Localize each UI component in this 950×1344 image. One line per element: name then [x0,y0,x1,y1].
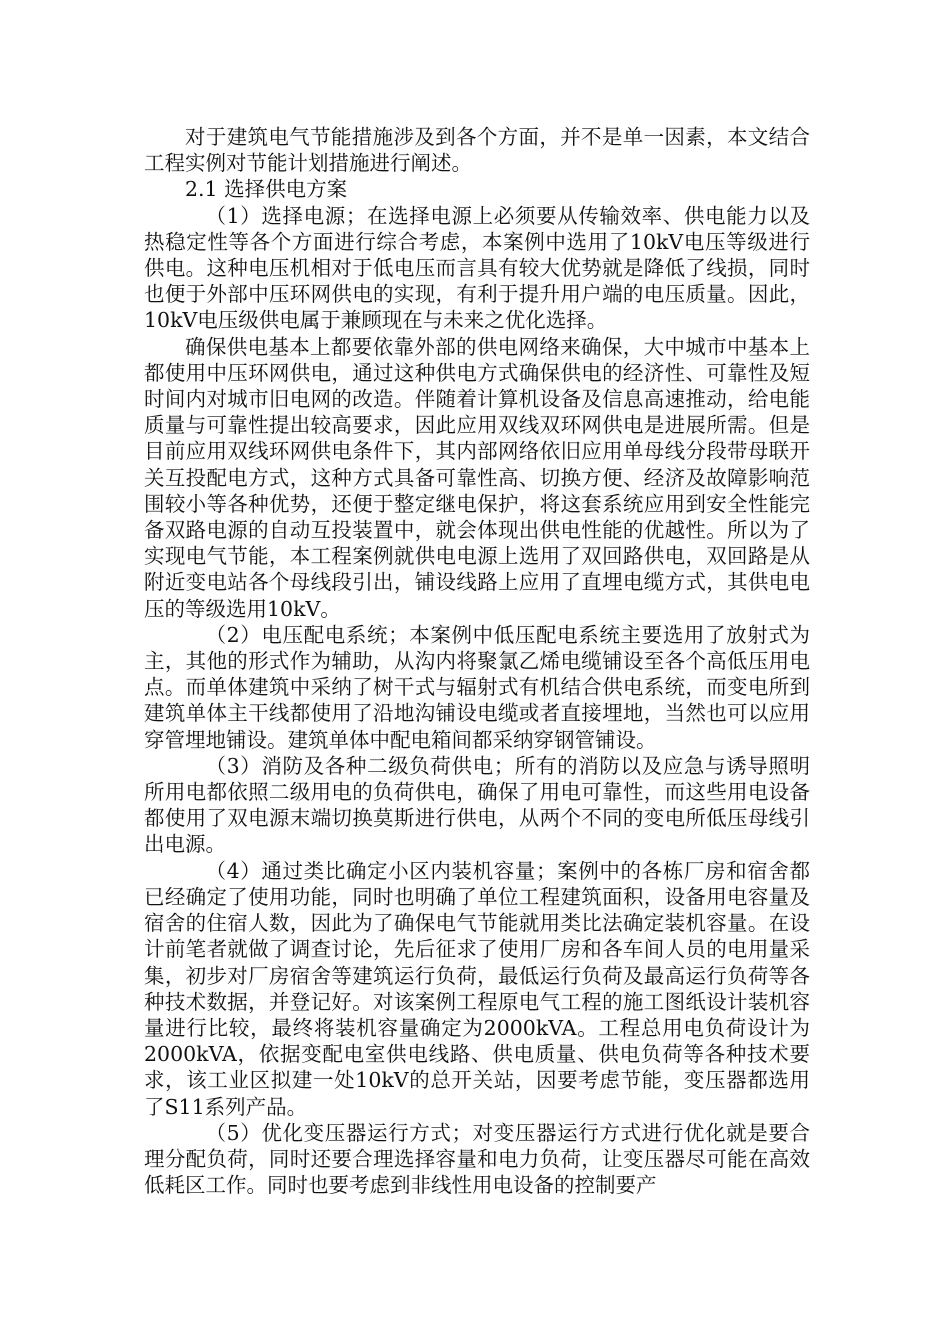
paragraph-distribution-system: （2）电压配电系统；本案例中低压配电系统主要选用了放射式为主，其他的形式作为辅助，从沟内将聚氯乙烯电缆铺设至各个高低压用电点。而单体建筑中采纳了树干式与辐射式有机结合供电系统，而变电所到建筑单体主干线都使用了沿地沟铺设电缆或者直接埋地，当然也可以应用穿管埋地铺设。建筑单体中配电箱间都采纳穿钢管铺设。 [144,622,810,752]
section-heading: 2.1 选择供电方案 [185,177,348,202]
paragraph-transformer-operation: （5）优化变压器运行方式；对变压器运行方式进行优化就是要合理分配负荷，同时还要合理选择容量和电力负荷，让变压器尽可能在高效低耗区工作。同时也要考虑到非线性用电设备的控制要产 [144,1120,810,1198]
paragraph-power-source: （1）选择电源；在选择电源上必须要从传输效率、供电能力以及热稳定性等各个方面进行综合考虑，本案例中选用了10kV电压等级进行供电。这种电压机相对于低电压而言具有较大优势就是降低了线损，同时也便于外部中压环网供电的实现，有利于提升用户端的电压质量。因此，10kV电压级供电属于兼顾现在与未来之优化选择。 [144,203,810,333]
paragraph-installed-capacity: （4）通过类比确定小区内装机容量；案例中的各栋厂房和宿舍都已经确定了使用功能，同时也明确了单位工程建筑面积，设备用电容量及宿舍的住宿人数，因此为了确保电气节能就用类比法确定装机容量。在设计前笔者就做了调查讨论，先后征求了使用厂房和各车间人员的电用量采集，初步对厂房宿舍等建筑运行负荷，最低运行负荷及最高运行负荷等各种技术数据，并登记好。对该案例工程原电气工程的施工图纸设计装机容量进行比较，最终将装机容量确定为2000kVA。工程总用电负荷设计为2000kVA，依据变配电室供电线路、供电质量、供电负荷等各种技术要求，该工业区拟建一处10kV的总开关站，因要考虑节能，变压器都选用了S11系列产品。 [144,858,810,1119]
document-body [144,124,810,1198]
intro-paragraph: 对于建筑电气节能措施涉及到各个方面，并不是单一因素，本文结合工程实例对节能计划措施进行阐述。 [144,125,810,176]
paragraph-fire-load-supply: （3）消防及各种二级负荷供电；所有的消防以及应急与诱导照明所用电都依照二级用电的负荷供电，确保了用电可靠性，而这些用电设备都使用了双电源末端切换莫斯进行供电，从两个不同的变电所低压母线引出电源。 [144,753,810,857]
paragraph-supply-network: 确保供电基本上都要依靠外部的供电网络来确保，大中城市中基本上都使用中压环网供电，通过这种供电方式确保供电的经济性、可靠性及短时间内对城市旧电网的改造。伴随着计算机设备及信息高速推动，给电能质量与可靠性提出较高要求，因此应用双线双环网供电是进展所需。但是目前应用双线环网供电条件下，其内部网络依旧应用单母线分段带母联开关互投配电方式，这种方式具备可靠性高、切换方便、经济及故障影响范围较小等各种优势，还便于整定继电保护，将这套系统应用到安全性能完备双路电源的自动互投装置中，就会体现出供电性能的优越性。所以为了实现电气节能，本工程案例就供电电源上选用了双回路供电，双回路是从附近变电站各个母线段引出，铺设线路上应用了直埋电缆方式，其供电电压的等级选用10kV。 [144,334,810,621]
